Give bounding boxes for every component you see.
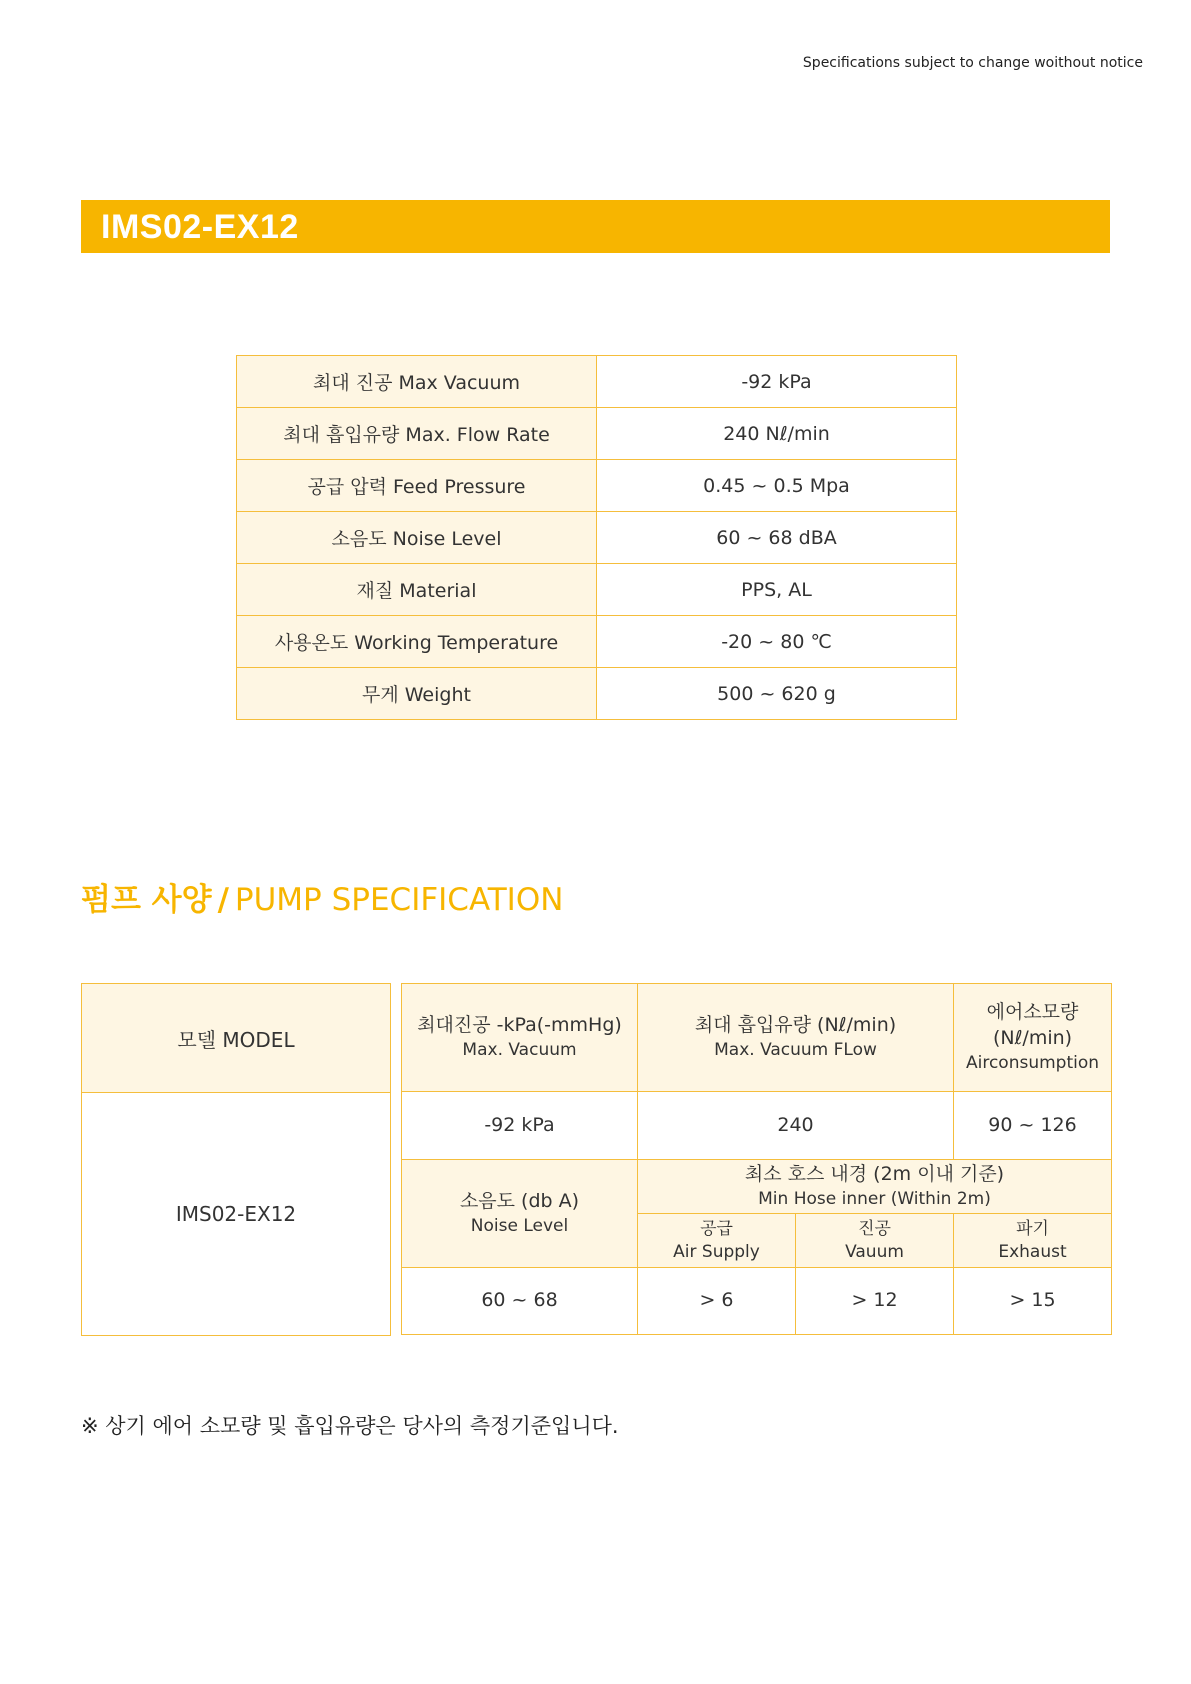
spec-row [237,408,957,460]
hose-vacuum-value: > 12 [796,1268,954,1335]
spec-value: PPS, AL [597,564,957,616]
max-vacuum-value: -92 kPa [402,1092,638,1160]
model-header: 모델 MODEL [82,984,391,1093]
spec-value: 0.45 ~ 0.5 Mpa [597,460,957,512]
max-vacuum-title: 최대진공 -kPa(-mmHg) [417,1014,622,1037]
hose-exhaust-header [954,1214,1112,1268]
spec-row [237,564,957,616]
air-consumption-sub: Airconsumption [965,1052,1100,1073]
hose-vacuum-title: 진공 [858,1218,891,1239]
pump-spec-table [401,983,1112,1335]
section-title-ko: 펌프 사양 [81,882,212,918]
product-title-bar [81,200,1110,253]
noise-title: 소음도 (db A) [459,1190,580,1213]
spec-label: 소음도 Noise Level [237,512,597,564]
max-vacuum-sub: Max. Vacuum [462,1039,577,1060]
noise-value: 60 ~ 68 [402,1268,638,1335]
spec-label: 공급 압력 Feed Pressure [237,460,597,512]
hose-exhaust-value: > 15 [954,1268,1112,1335]
hose-vacuum-header [796,1214,954,1268]
spec-row [237,616,957,668]
noise-header [402,1160,638,1268]
spec-label: 최대 흡입유량 Max. Flow Rate [237,408,597,460]
hose-supply-title: 공급 [700,1218,733,1239]
air-consumption-header [954,984,1112,1092]
max-vacuum-header [402,984,638,1092]
hose-header [638,1160,1112,1214]
spec-value: -92 kPa [597,356,957,408]
hose-supply-value: > 6 [638,1268,796,1335]
air-consumption-title: 에어소모량 (Nℓ/min) [986,1001,1079,1050]
spec-value: 60 ~ 68 dBA [597,512,957,564]
hose-supply-header [638,1214,796,1268]
spec-row [237,356,957,408]
spec-row [237,668,957,720]
spec-label: 최대 진공 Max Vacuum [237,356,597,408]
max-flow-header [638,984,954,1092]
spec-row [237,460,957,512]
spec-label: 사용온도 Working Temperature [237,616,597,668]
model-table [81,983,391,1336]
spec-row [237,512,957,564]
product-title: IMS02-EX12 [101,208,299,246]
hose-sub: Min Hose inner (Within 2m) [758,1188,991,1209]
max-flow-sub: Max. Vacuum FLow [714,1039,877,1060]
hose-exhaust-sub: Exhaust [998,1241,1067,1262]
spec-value: 500 ~ 620 g [597,668,957,720]
air-consumption-value: 90 ~ 126 [954,1092,1112,1160]
max-flow-value: 240 [638,1092,954,1160]
hose-title: 최소 호스 내경 (2m 이내 기준) [744,1163,1005,1186]
spec-label: 무게 Weight [237,668,597,720]
spec-value: -20 ~ 80 ℃ [597,616,957,668]
model-value: IMS02-EX12 [82,1093,391,1336]
hose-exhaust-title: 파기 [1016,1218,1049,1239]
hose-supply-sub: Air Supply [673,1241,760,1262]
section-separator: / [217,882,229,918]
section-heading [81,874,563,919]
spec-table [236,355,957,720]
noise-sub: Noise Level [470,1215,569,1236]
change-notice: Specifications subject to change woithout notice [802,55,1143,71]
max-flow-title: 최대 흡입유량 (Nℓ/min) [694,1014,897,1037]
spec-label: 재질 Material [237,564,597,616]
spec-value: 240 Nℓ/min [597,408,957,460]
hose-vacuum-sub: Vauum [845,1241,904,1262]
footnote: ※ 상기 에어 소모량 및 흡입유량은 당사의 측정기준입니다. [81,1414,619,1438]
section-title-en: PUMP SPECIFICATION [234,882,564,918]
